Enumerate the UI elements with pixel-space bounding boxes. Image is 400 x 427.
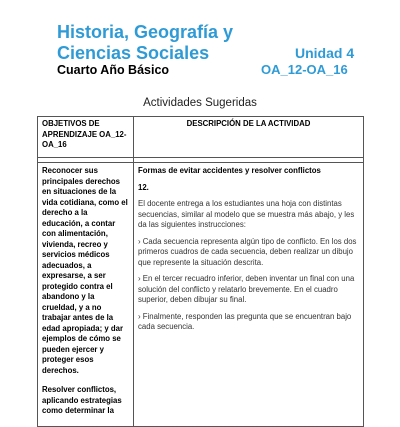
section-title: Actividades Sugeridas: [143, 97, 257, 109]
activity-paragraph: › Cada secuencia representa algún tipo de conflicto. En los dos primeros cuadros de cada secuencia, deben realizar un dibujo que represente la situación descrita.: [138, 236, 357, 267]
table-body-row: [38, 163, 364, 427]
activities-table: [37, 116, 364, 427]
table-header-row: [38, 117, 364, 158]
objective-text: Resolver conflictos, aplicando estrategias como determinar la: [42, 385, 122, 415]
activity-paragraph: › Finalmente, responden las pregunta que se encuentran bajo cada secuencia.: [138, 311, 352, 331]
activity-number: 12.: [138, 182, 149, 192]
objective-text: Reconocer sus principales derechos en situaciones de la vida cotidiana, como el derecho a la educación, a contar con alimentación, vivienda, recreo y servicios médicos adecuados, a expresarse, a ser protegido contra el abandono y la crueldad, y a no trabajar antes de la edad apropiada; y dar ejemplos de cómo se pueden ejercer y proteger esos derechos.: [42, 166, 128, 375]
activity-paragraph: El docente entrega a los estudiantes una hoja con distintas secuencias, similar al modelo que se muestra más abajo, y les da las siguientes instrucciones:: [138, 199, 355, 229]
objectives-range: OA_12-OA_16: [261, 62, 348, 77]
objectives-cell: [38, 163, 134, 427]
activity-paragraph: › En el tercer recuadro inferior, deben inventar un final con una solución del conflicto y relatarlo brevemente. En el cuadro superior, deben dibujar su final.: [138, 274, 355, 304]
description-column-header: DESCRIPCIÓN DE LA ACTIVIDAD: [134, 117, 364, 158]
grade-label: Cuarto Año Básico: [57, 63, 170, 77]
unit-label: Unidad 4: [295, 45, 355, 61]
activity-heading: Formas de evitar accidentes y resolver conflictos: [138, 166, 321, 175]
subject-title: Historia, Geografía y Ciencias Sociales: [57, 22, 234, 63]
objectives-column-header: OBJETIVOS DE APRENDIZAJE OA_12-OA_16: [38, 117, 134, 158]
description-cell: [134, 163, 364, 427]
